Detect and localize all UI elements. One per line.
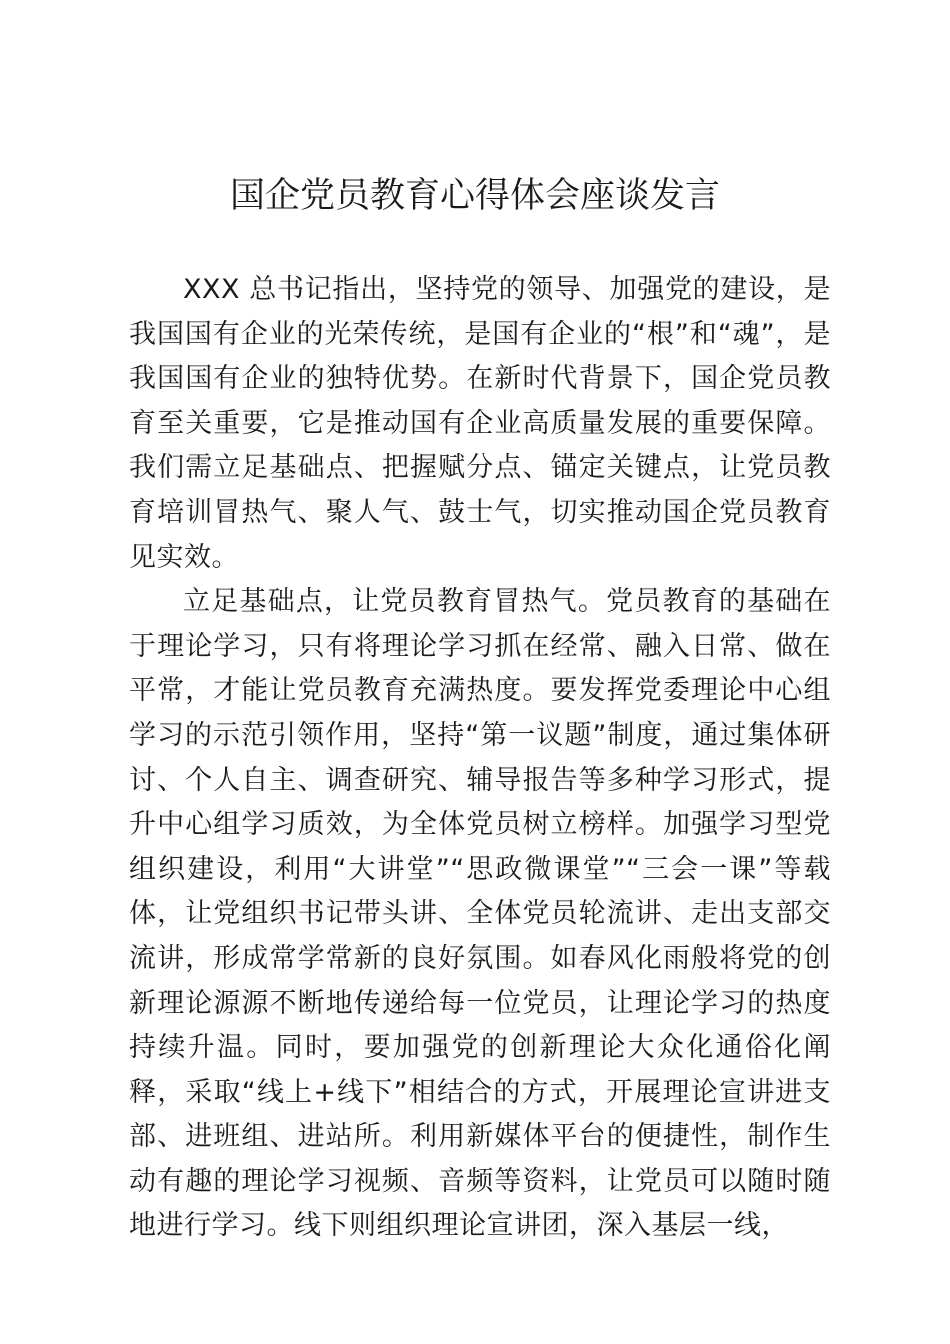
paragraph-2: 立足基础点，让党员教育冒热气。党员教育的基础在于理论学习，只有将理论学习抓在经常、融入日常、做在平常，才能让党员教育充满热度。要发挥党委理论中心组学习的示范引领作用，坚持“第一议题”制度，通过集体研讨、个人自主、调查研究、辅导报告等多种学习形式，提升中心组学习质效，为全体党员树立榜样。加强学习型党组织建设，利用“大讲堂”“思政微课堂”“三会一课”等载体，让党组织书记带头讲、全体党员轮流讲、走出支部交流讲，形成常学常新的良好氛围。如春风化雨般将党的创新理论源源不断地传递给每一位党员，让理论学习的热度持续升温。同时，要加强党的创新理论大众化通俗化阐释，采取“线上+线下”相结合的方式，开展理论宣讲进支部、进班组、进站所。利用新媒体平台的便捷性，制作生动有趣的理论学习视频、音频等资料，让党员可以随时随地进行学习。线下则组织理论宣讲团，深入基层一线， xyxy=(129,586,831,1242)
paragraph-1: XXX 总书记指出，坚持党的领导、加强党的建设，是我国国有企业的光荣传统，是国有企业的“根”和“魂”，是我国国有企业的独特优势。在新时代背景下，国企党员教育至关重要，它是推动国有企业高质量发展的重要保障。我们需立足基础点、把握赋分点、锚定关键点，让党员教育培训冒热气、聚人气、鼓士气，切实推动国企党员教育见实效。 xyxy=(129,274,831,573)
document-body xyxy=(129,268,831,1249)
document-title: 国企党员教育心得体会座谈发言 xyxy=(229,176,720,216)
